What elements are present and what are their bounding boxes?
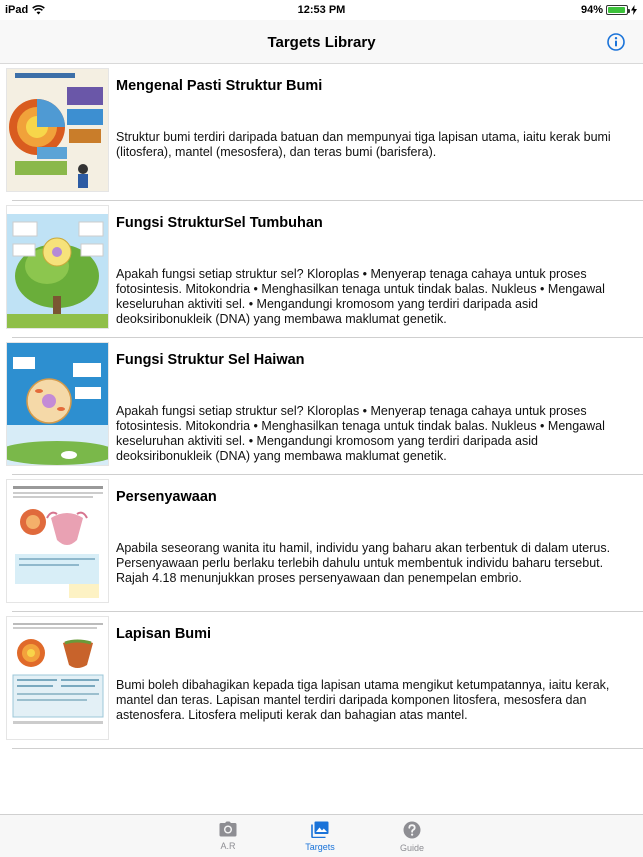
- item-title: Persenyawaan: [116, 489, 217, 505]
- targets-list: [0, 64, 643, 749]
- tab-bar: [0, 814, 643, 857]
- status-bar: [0, 0, 643, 20]
- thumbnail-earth-layers: [6, 616, 109, 740]
- status-time: 12:53 PM: [297, 4, 346, 16]
- tab-targets[interactable]: [290, 821, 350, 852]
- item-description: Struktur bumi terdiri daripada batuan dan mempunyai tiga lapisan utama, iaitu kerak bumi (litosfera), mantel (mesosfera), dan teras bumi (barisfera).: [116, 130, 611, 159]
- item-description: Apakah fungsi setiap struktur sel? Kloroplas • Menyerap tenaga cahaya untuk proses fotosintesis. Mitokondria • Menghasilkan tenaga untuk tindak balas. Nukleus • Mengawal keseluruhan aktiviti sel. • Mengandungi kromosom yang terdiri daripada asid deoksiribonukleik (DNA) yang membawa maklumat genetik.: [116, 404, 605, 463]
- item-description: Apabila seseorang wanita itu hamil, individu yang baharu akan terbentuk di dalam uterus. Persenyawaan perlu berlaku terlebih dahulu untuk membentuk individu baharu tersebut. Rajah 4.18 menunjukkan proses persenyawaan dan penempelan embrio.: [116, 541, 611, 585]
- item-description: Bumi boleh dibahagikan kepada tiga lapisan utama mengikut ketumpatannya, iaitu kerak, mantel dan teras. Lapisan mantel terdiri daripada komponen litosfera, mesosfera dan astenosfera. Litosfera meliputi kerak dan bahagian atas mantel.: [116, 678, 610, 722]
- thumbnail-plant-cell: [6, 205, 109, 329]
- status-right: [581, 4, 637, 16]
- tab-label: Targets: [305, 842, 335, 852]
- item-title: Mengenal Pasti Struktur Bumi: [116, 78, 323, 94]
- item-title: Fungsi StrukturSel Tumbuhan: [116, 215, 323, 231]
- device-label: iPad: [5, 4, 29, 16]
- tab-ar[interactable]: [198, 821, 258, 851]
- list-item[interactable]: [0, 201, 643, 338]
- row-divider: [12, 748, 643, 749]
- thumbnail-earth-structure: [6, 68, 109, 192]
- photo-library-icon: [311, 821, 329, 838]
- tab-label: A.R: [220, 841, 236, 851]
- battery-fill: [608, 7, 625, 13]
- item-title: Fungsi Struktur Sel Haiwan: [116, 352, 305, 368]
- item-description: Apakah fungsi setiap struktur sel? Kloroplas • Menyerap tenaga cahaya untuk proses fotosintesis. Mitokondria • Menghasilkan tenaga untuk tindak balas. Nukleus • Mengawal keseluruhan aktiviti sel. • Mengandungi kromosom yang terdiri daripada asid deoksiribonukleik (DNA) yang membawa maklumat genetik.: [116, 267, 605, 326]
- list-item[interactable]: [0, 612, 643, 749]
- tab-guide[interactable]: [382, 821, 442, 853]
- list-item[interactable]: [0, 338, 643, 475]
- charging-bolt-icon: [631, 5, 637, 15]
- help-icon: [403, 821, 421, 839]
- thumbnail-animal-cell: [6, 342, 109, 466]
- battery-icon: [606, 5, 628, 15]
- tab-label: Guide: [399, 843, 425, 853]
- item-title: Lapisan Bumi: [116, 626, 212, 642]
- list-item[interactable]: [0, 64, 643, 201]
- battery-tip: [628, 9, 630, 13]
- navigation-bar: [0, 20, 643, 64]
- camera-icon: [219, 821, 237, 837]
- battery-percent: 94%: [580, 4, 603, 16]
- thumbnail-fertilization: [6, 479, 109, 603]
- info-icon[interactable]: [607, 33, 625, 51]
- list-item[interactable]: [0, 475, 643, 612]
- page-title: Targets Library: [267, 34, 376, 51]
